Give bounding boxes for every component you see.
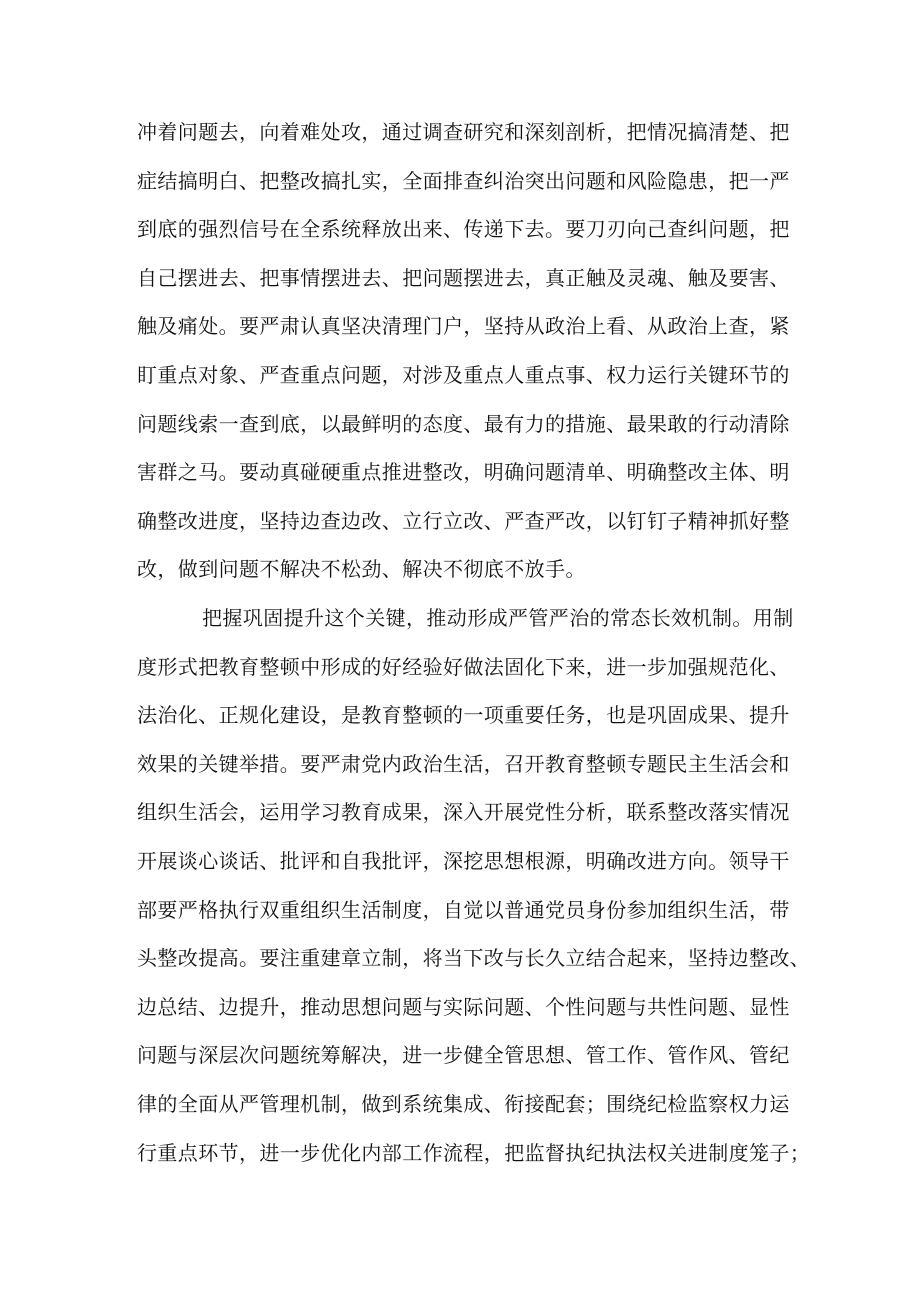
paragraph-line: 触及痛处。要严肃认真坚决清理门户，坚持从政治上看、从政治上查，紧 — [137, 314, 790, 339]
paragraph-line: 到底的强烈信号在全系统释放出来、传递下去。要刀刃向己查纠问题，把 — [137, 217, 790, 242]
paragraph-line: 度形式把教育整顿中形成的好经验好做法固化下来，进一步加强规范化、 — [137, 654, 790, 679]
paragraph-line: 确整改进度，坚持边查边改、立行立改、严查严改，以钉钉子精神抓好整 — [137, 508, 790, 533]
paragraph-line: 冲着问题去，向着难处攻，通过调查研究和深刻剖析，把情况搞清楚、把 — [137, 120, 790, 144]
paragraph-line: 开展谈心谈话、批评和自我批评，深挖思想根源，明确改进方向。领导干 — [137, 848, 790, 873]
paragraph-line: 害群之马。要动真碰硬重点推进整改，明确问题清单、明确整改主体、明 — [137, 460, 790, 485]
paragraph-line: 改，做到问题不解决不松劲、解决不彻底不放手。 — [137, 557, 586, 582]
paragraph-line: 症结搞明白、把整改搞扎实，全面排查纠治突出问题和风险隐患，把一严 — [137, 168, 790, 193]
paragraph-1 — [137, 108, 793, 594]
paragraph-line: 盯重点对象、严查重点问题，对涉及重点人重点事、权力运行关键环节的 — [137, 362, 790, 387]
paragraph-line: 部要严格执行双重组织生活制度，自觉以普通党员身份参加组织生活，带 — [137, 897, 790, 922]
paragraph-line: 效果的关键举措。要严肃党内政治生活，召开教育整顿专题民主生活会和 — [137, 751, 790, 776]
paragraph-line: 律的全面从严管理机制，做到系统集成、衔接配套；围绕纪检监察权力运 — [137, 1091, 790, 1116]
paragraph-line: 头整改提高。要注重建章立制，将当下改与长久立结合起来，坚持边整改、 — [137, 946, 811, 971]
paragraph-line: 法治化、正规化建设，是教育整顿的一项重要任务，也是巩固成果、提升 — [137, 703, 790, 728]
paragraph-line: 问题线索一查到底，以最鲜明的态度、最有力的措施、最果敢的行动清除 — [137, 411, 790, 436]
paragraph-line: 自己摆进去、把事情摆进去、把问题摆进去，真正触及灵魂、触及要害、 — [137, 265, 790, 290]
paragraph-line: 边总结、边提升，推动思想问题与实际问题、个性问题与共性问题、显性 — [137, 994, 790, 1019]
paragraph-line: 把握巩固提升这个关键，推动形成严管严治的常态长效机制。用制 — [202, 606, 794, 630]
paragraph-line: 问题与深层次问题统筹解决，进一步健全管思想、管工作、管作风、管纪 — [137, 1043, 790, 1068]
paragraph-2 — [137, 594, 811, 1177]
paragraph-line: 组织生活会，运用学习教育成果，深入开展党性分析，联系整改落实情况 — [137, 800, 790, 825]
paragraph-line: 行重点环节，进一步优化内部工作流程，把监督执纪执法权关进制度笼子； — [137, 1140, 811, 1165]
